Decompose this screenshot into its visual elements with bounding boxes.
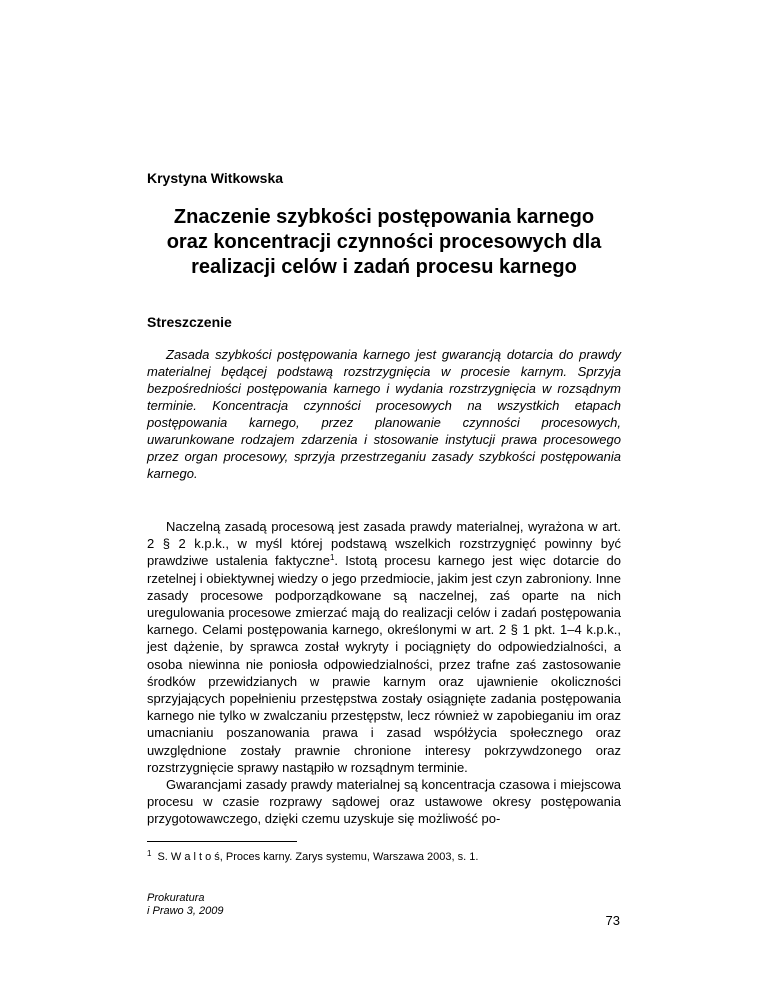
title-line-1: Znaczenie szybkości postępowania karnego xyxy=(173,206,595,228)
title-line-2: oraz koncentracji czynności procesowych dla xyxy=(166,231,602,253)
page-number: 73 xyxy=(605,913,620,928)
body-paragraph-2: Gwarancjami zasady prawdy materialnej są koncentracja czasowa i miejscowa procesu w czasie rozprawy sądowej oraz ustawowe okresy postępowania przygotowawczego, dzięki czemu uzyskuje się możliwość po- xyxy=(147,777,621,827)
journal-issue: i Prawo 3, 2009 xyxy=(147,905,224,917)
footnote-mark: 1 xyxy=(147,849,152,858)
article-title xyxy=(147,205,621,280)
footnote-text: S. W a l t o ś, Proces karny. Zarys systemu, Warszawa 2003, s. 1. xyxy=(157,851,479,863)
body-paragraph-1 xyxy=(147,518,621,776)
author-name: Krystyna Witkowska xyxy=(147,170,284,186)
body-paragraph-1-part-2: . Istotą procesu karnego jest więc dotarcie do rzetelnej i obiektywnej wiedzy o jego przedmiocie, jakim jest czyn zabroniony. Inne zasady procesowe podporządkowane są naczelnej, zaś oparte na nich uregulowania procesowe zmierzać mają do realizacji celów i zadań postępowania karnego. Celami postępowania karnego, określonymi w art. 2 § 1 pkt. 1–4 k.p.k., jest dążenie, by sprawca został wykryty i pociągnięty do odpowiedzialności, a osoba niewinna nie poniosła odpowiedzialności, przez trafne zaś zastosowanie środków przewidzianych w prawie karnym oraz ujawnienie okoliczności sprzyjających popełnieniu przestępstwa zostały osiągnięte zadania postępowania karnego nie tylko w zwalczaniu przestępstw, lecz również w zapobieganiu im oraz umacnianiu poszanowania prawa i zasad współżycia społecznego oraz uwzględnione zostały prawnie chronione interesy pokrzywdzonego oraz rozstrzygnięcie sprawy nastąpiło w rozsądnym terminie. xyxy=(147,553,621,775)
footnote-reference[interactable]: 1 xyxy=(329,553,335,563)
abstract-heading: Streszczenie xyxy=(147,314,232,330)
journal-name: Prokuratura xyxy=(147,892,205,904)
body-paragraph-1-part-1: Naczelną zasadą procesową jest zasada prawdy materialnej, wyrażona w art. 2 § 2 k.p.k., w myśl której podstawą wszelkich rozstrzygnięć powinny być prawdziwe ustalenia faktyczne xyxy=(147,519,621,569)
body-text xyxy=(147,518,621,828)
abstract-text: Zasada szybkości postępowania karnego jest gwarancją dotarcia do prawdy materialnej będącej podstawą rozstrzygnięcia w procesie karnym. Sprzyja bezpośredniości postępowania karnego i wydania rozstrzygnięcia w rozsądnym terminie. Koncentracja czynności procesowych na wszystkich etapach postępowania karnego, przez planowanie czynności procesowych, uwarunkowane rodzajem zdarzenia i stosowanie instytucji prawa procesowego przez organ procesowy, sprzyja przestrzeganiu zasady szybkości postępowania karnego. xyxy=(147,347,621,481)
footnote-divider xyxy=(147,841,297,842)
title-line-3: realizacji celów i zadań procesu karnego xyxy=(191,256,577,278)
journal-info xyxy=(147,892,223,918)
footnote xyxy=(147,850,621,864)
